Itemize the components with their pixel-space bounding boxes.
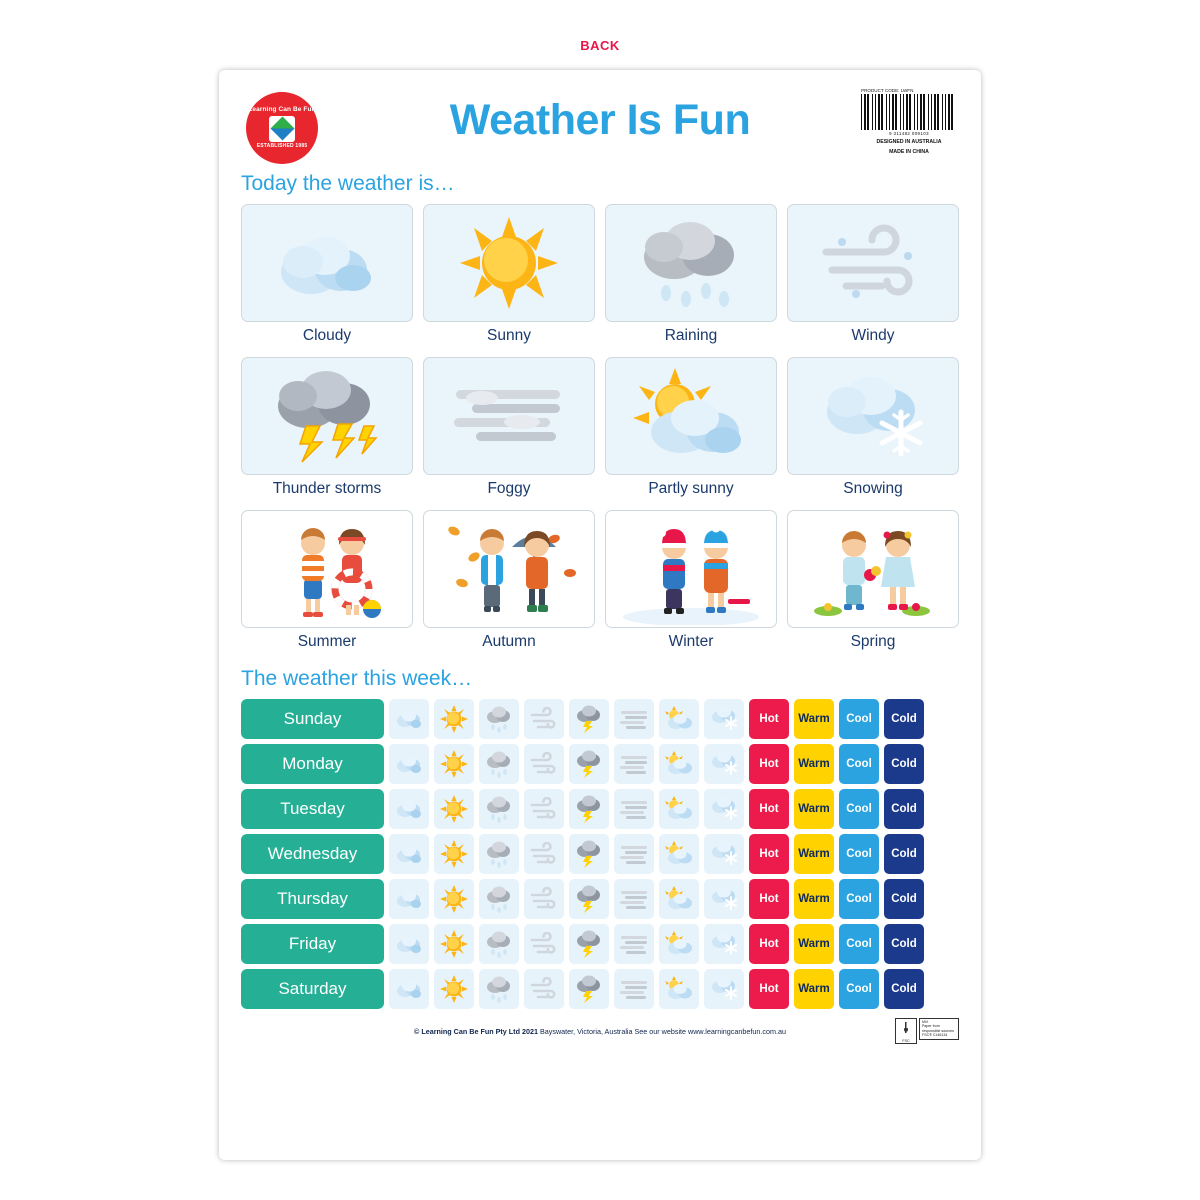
barcode-number: 9 311482 009103	[889, 131, 929, 136]
temperature-cool-cell[interactable]: Cool	[839, 744, 879, 784]
wind-icon	[787, 204, 959, 322]
rain-cloud-icon[interactable]	[479, 969, 519, 1009]
week-row	[241, 699, 959, 739]
week-row	[241, 789, 959, 829]
cloud-icon[interactable]	[389, 879, 429, 919]
temperature-hot-cell[interactable]: Hot	[749, 744, 789, 784]
temperature-cool-cell[interactable]: Cool	[839, 834, 879, 874]
origin-line-2: MADE IN CHINA	[889, 149, 929, 156]
fsc-text-box	[919, 1018, 959, 1040]
sun-icon[interactable]	[434, 744, 474, 784]
product-code: PRODUCT CODE: LWFN	[861, 88, 914, 93]
cloud-icon[interactable]	[389, 969, 429, 1009]
today-weather-grid	[219, 204, 981, 655]
temperature-cool-cell[interactable]: Cool	[839, 789, 879, 829]
weather-label: Thunder storms	[272, 480, 382, 497]
weather-label: Foggy	[487, 480, 531, 497]
partly-sunny-icon[interactable]	[659, 744, 699, 784]
week-row	[241, 969, 959, 1009]
rain-cloud-icon[interactable]	[479, 834, 519, 874]
temperature-cold-cell[interactable]: Cold	[884, 744, 924, 784]
logo-bottom-text: ESTABLISHED 1985	[256, 142, 308, 149]
thunderstorm-icon[interactable]	[569, 789, 609, 829]
fsc-line-4: FSC® C146134	[922, 1033, 948, 1038]
season-card-autumn[interactable]	[423, 510, 595, 655]
temperature-warm-cell[interactable]: Warm	[794, 879, 834, 919]
day-label-tuesday: Tuesday	[241, 789, 384, 829]
partly-sunny-icon[interactable]	[659, 834, 699, 874]
fsc-mark	[895, 1018, 959, 1044]
snow-cloud-icon[interactable]	[704, 969, 744, 1009]
wind-icon[interactable]	[524, 879, 564, 919]
temperature-cold-cell[interactable]: Cold	[884, 789, 924, 829]
partly-sunny-icon[interactable]	[659, 699, 699, 739]
weather-label: Snowing	[843, 480, 903, 497]
season-card-winter[interactable]	[605, 510, 777, 655]
cloud-icon[interactable]	[389, 789, 429, 829]
copyright-details: Bayswater, Victoria, Australia See our website www.learningcanbefun.com.au	[539, 1026, 786, 1036]
sun-icon[interactable]	[434, 924, 474, 964]
sun-icon[interactable]	[434, 834, 474, 874]
partly-sunny-icon[interactable]	[659, 924, 699, 964]
fsc-line-1: MIX	[922, 1020, 929, 1024]
thunderstorm-icon	[241, 357, 413, 475]
weather-label: Partly sunny	[648, 480, 734, 497]
season-label: Autumn	[482, 633, 536, 650]
back-label: BACK	[580, 38, 620, 53]
temperature-cool-cell[interactable]: Cool	[839, 969, 879, 1009]
rain-cloud-icon[interactable]	[479, 699, 519, 739]
temperature-cold-cell[interactable]: Cold	[884, 879, 924, 919]
partly-sunny-icon[interactable]	[659, 789, 699, 829]
today-weather-section	[219, 166, 981, 655]
snow-cloud-icon[interactable]	[704, 834, 744, 874]
weather-card-snowing[interactable]	[787, 357, 959, 502]
thunderstorm-icon[interactable]	[569, 969, 609, 1009]
snow-cloud-icon[interactable]	[704, 879, 744, 919]
poster-footer	[219, 1018, 981, 1044]
temperature-warm-cell[interactable]: Warm	[794, 789, 834, 829]
thunderstorm-icon[interactable]	[569, 924, 609, 964]
origin-line-1: DESIGNED IN AUSTRALIA	[876, 139, 942, 145]
weather-label: Sunny	[487, 327, 531, 344]
autumn-kids-icon	[423, 510, 595, 628]
day-label-thursday: Thursday	[241, 879, 384, 919]
fog-icon[interactable]	[614, 879, 654, 919]
partly-sunny-icon[interactable]	[659, 969, 699, 1009]
week-heading: The weather this week…	[241, 667, 473, 690]
sun-icon[interactable]	[434, 789, 474, 829]
snow-cloud-icon[interactable]	[704, 744, 744, 784]
temperature-warm-cell[interactable]: Warm	[794, 699, 834, 739]
fsc-line-3: responsible sources	[922, 1028, 954, 1033]
temperature-cold-cell[interactable]: Cold	[884, 699, 924, 739]
cloud-icon[interactable]	[389, 924, 429, 964]
weather-card-windy[interactable]	[787, 204, 959, 349]
weather-card-partly-sunny[interactable]	[605, 357, 777, 502]
fog-icon[interactable]	[614, 744, 654, 784]
weather-label: Cloudy	[302, 327, 352, 344]
wind-icon[interactable]	[524, 744, 564, 784]
snow-cloud-icon[interactable]	[704, 699, 744, 739]
temperature-cold-cell[interactable]: Cold	[884, 834, 924, 874]
wind-icon[interactable]	[524, 969, 564, 1009]
rain-cloud-icon[interactable]	[479, 879, 519, 919]
barcode-icon	[861, 94, 955, 130]
weather-label: Windy	[851, 327, 895, 344]
fog-icon	[423, 357, 595, 475]
temperature-cold-cell[interactable]: Cold	[884, 969, 924, 1009]
temperature-warm-cell[interactable]: Warm	[794, 924, 834, 964]
day-label-wednesday: Wednesday	[241, 834, 384, 874]
temperature-warm-cell[interactable]: Warm	[794, 744, 834, 784]
poster	[219, 70, 981, 1160]
wind-icon[interactable]	[524, 789, 564, 829]
weather-card-raining[interactable]	[605, 204, 777, 349]
spring-kids-icon	[787, 510, 959, 628]
season-card-spring[interactable]	[787, 510, 959, 655]
wind-icon[interactable]	[524, 699, 564, 739]
sun-icon	[423, 204, 595, 322]
fog-icon[interactable]	[614, 789, 654, 829]
copyright-text	[414, 1027, 786, 1036]
snow-cloud-icon[interactable]	[704, 789, 744, 829]
fog-icon[interactable]	[614, 924, 654, 964]
day-label-sunday: Sunday	[241, 699, 384, 739]
rain-cloud-icon	[605, 204, 777, 322]
temperature-cool-cell[interactable]: Cool	[839, 879, 879, 919]
thunderstorm-icon[interactable]	[569, 834, 609, 874]
day-label-monday: Monday	[241, 744, 384, 784]
fog-icon[interactable]	[614, 834, 654, 874]
temperature-warm-cell[interactable]: Warm	[794, 969, 834, 1009]
thunderstorm-icon[interactable]	[569, 699, 609, 739]
thunderstorm-icon[interactable]	[569, 744, 609, 784]
temperature-hot-cell[interactable]: Hot	[749, 789, 789, 829]
cloud-icon[interactable]	[389, 744, 429, 784]
logo-top-text: Learning Can Be Fun	[248, 105, 316, 113]
fsc-line-2: Paper from	[922, 1024, 940, 1029]
temperature-cool-cell[interactable]: Cool	[839, 699, 879, 739]
day-label-friday: Friday	[241, 924, 384, 964]
season-label: Summer	[297, 633, 357, 650]
wind-icon[interactable]	[524, 834, 564, 874]
copyright-owner: © Learning Can Be Fun Pty Ltd 2021	[414, 1026, 538, 1036]
fsc-logo-text: FSC	[902, 1039, 910, 1043]
partly-sunny-icon	[605, 357, 777, 475]
thunderstorm-icon[interactable]	[569, 879, 609, 919]
fog-icon[interactable]	[614, 699, 654, 739]
week-row	[241, 744, 959, 784]
weather-card-foggy[interactable]	[423, 357, 595, 502]
weather-card-thunderstorms[interactable]	[241, 357, 413, 502]
season-label: Winter	[668, 633, 714, 650]
temperature-hot-cell[interactable]: Hot	[749, 834, 789, 874]
week-row	[241, 924, 959, 964]
wind-icon[interactable]	[524, 924, 564, 964]
week-row	[241, 879, 959, 919]
cloud-icon[interactable]	[389, 834, 429, 874]
sun-icon[interactable]	[434, 699, 474, 739]
poster-header	[219, 70, 981, 166]
rain-cloud-icon[interactable]	[479, 924, 519, 964]
rain-cloud-icon[interactable]	[479, 789, 519, 829]
weather-card-sunny[interactable]	[423, 204, 595, 349]
fsc-logo-icon	[895, 1018, 917, 1044]
fog-icon[interactable]	[614, 969, 654, 1009]
rain-cloud-icon[interactable]	[479, 744, 519, 784]
temperature-warm-cell[interactable]: Warm	[794, 834, 834, 874]
today-heading: Today the weather is…	[241, 172, 455, 195]
temperature-hot-cell[interactable]: Hot	[749, 969, 789, 1009]
temperature-cold-cell[interactable]: Cold	[884, 924, 924, 964]
week-row	[241, 834, 959, 874]
cloud-icon	[241, 204, 413, 322]
week-weather-section	[219, 667, 981, 1009]
barcode-block	[861, 88, 957, 156]
weather-label: Raining	[664, 327, 718, 344]
snow-cloud-icon	[787, 357, 959, 475]
season-card-summer[interactable]	[241, 510, 413, 655]
summer-kids-icon	[241, 510, 413, 628]
temperature-hot-cell[interactable]: Hot	[749, 924, 789, 964]
season-label: Spring	[850, 633, 896, 650]
sun-icon[interactable]	[434, 879, 474, 919]
week-table	[219, 699, 981, 1009]
winter-kids-icon	[605, 510, 777, 628]
cloud-icon[interactable]	[389, 699, 429, 739]
temperature-hot-cell[interactable]: Hot	[749, 699, 789, 739]
page-title: Weather Is Fun	[449, 96, 751, 144]
partly-sunny-icon[interactable]	[659, 879, 699, 919]
sun-icon[interactable]	[434, 969, 474, 1009]
weather-card-cloudy[interactable]	[241, 204, 413, 349]
day-label-saturday: Saturday	[241, 969, 384, 1009]
temperature-cool-cell[interactable]: Cool	[839, 924, 879, 964]
snow-cloud-icon[interactable]	[704, 924, 744, 964]
temperature-hot-cell[interactable]: Hot	[749, 879, 789, 919]
